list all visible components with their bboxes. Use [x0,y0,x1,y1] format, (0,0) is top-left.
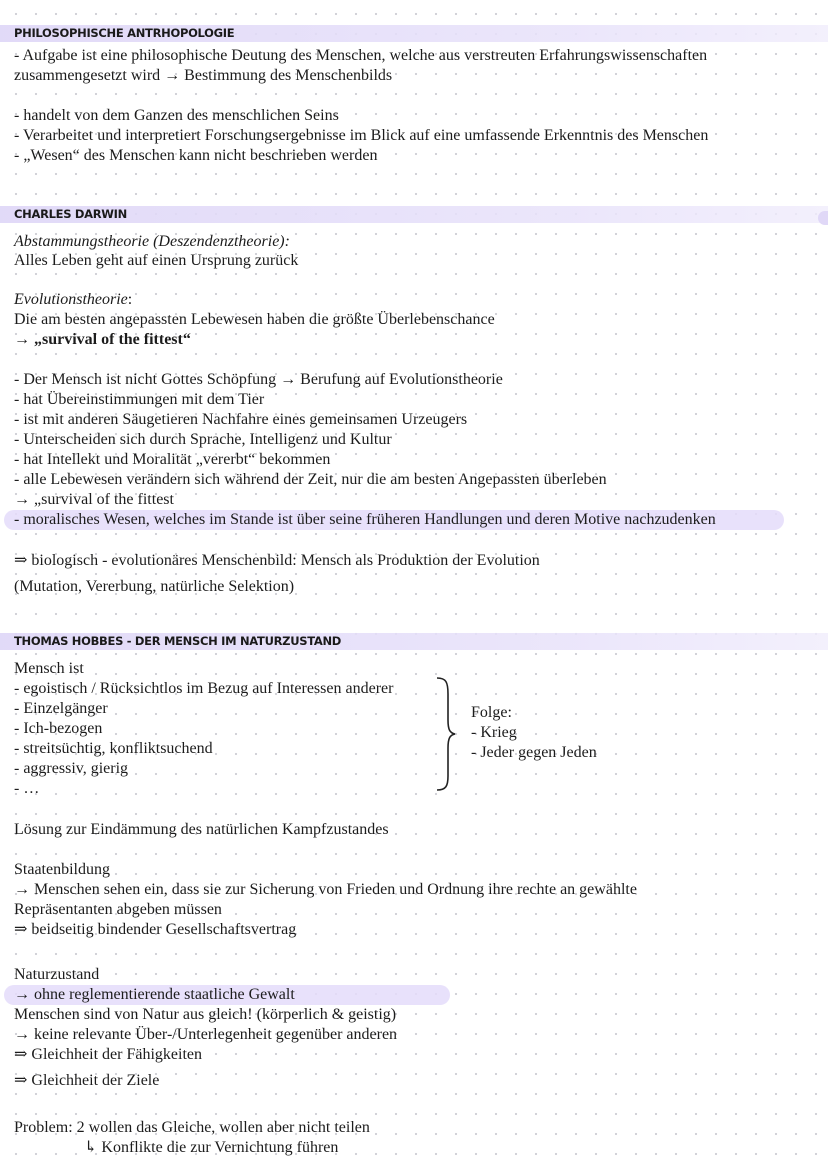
survival-line [14,330,191,350]
trait-item: - Einzelgänger [14,700,108,717]
darwin-bullet: - alle Lebewesen verändern sich während der Zeit, nur die am besten Angepassten überleben [14,471,607,488]
note-line: zusammengesetzt wird → Bestimmung des Menschenbilds [14,67,393,84]
trait-item: - egoistisch / Rücksichtlos im Bezug auf Interessen anderer [14,680,394,697]
heading-text: CHARLES DARWIN [14,207,127,221]
section-heading-darwin [0,206,828,223]
abstammung-text: Alles Leben geht auf einen Ursprung zurück [14,252,299,269]
note-line: - Aufgabe ist eine philosophische Deutung des Menschen, welche aus verstreuten Erfahrungswissenschaften [14,47,708,64]
trait-item: - Ich-bezogen [14,720,103,737]
darwin-bullet: - ist mit anderen Säugetieren Nachfahre eines gemeinsamen Urzeugers [14,411,468,428]
survival-bold: „survival of the fittest“ [34,331,191,348]
folge-item: - Krieg [471,724,517,741]
heading-text: THOMAS HOBBES - DER MENSCH IM NATURZUSTAND [14,634,342,648]
ziele-line: ⇒ Gleichheit der Ziele [14,1072,160,1089]
trait-item: - aggressiv, gierig [14,760,129,777]
naturzustand-line: Naturzustand [14,966,100,983]
trait-item: - … [14,780,40,797]
staatenbildung-line: Repräsentanten abgeben müssen [14,901,222,918]
darwin-bullet: - Unterscheiden sich durch Sprache, Intelligenz und Kultur [14,431,392,448]
heading-text: PHILOSOPHISCHE ANTRHOPOLOGIE [14,26,235,40]
folge-item: - Jeder gegen Jeden [471,744,597,761]
section-heading-anthropologie [0,25,828,42]
section-heading-hobbes [0,633,828,650]
mensch-ist: Mensch ist [14,660,84,677]
note-line: - „Wesen“ des Menschen kann nicht beschrieben werden [14,147,378,164]
staatenbildung-line: ⇒ beidseitig bindender Gesellschaftsvertrag [14,921,297,938]
highlight-end-mark [818,211,828,225]
darwin-bullet: - hat Übereinstimmungen mit dem Tier [14,391,265,408]
evolution-colon: : [127,291,133,308]
evolution-title: Evolutionstheorie [14,291,128,308]
abstammung-title: Abstammungstheorie (Deszendenztheorie): [14,233,290,250]
staatenbildung-line: Staatenbildung [14,861,110,878]
naturzustand-line: Menschen sind von Natur aus gleich! (körperlich & geistig) [14,1006,397,1023]
darwin-bullet: - hat Intellekt und Moralität „vererbt“ bekommen [14,451,331,468]
staatenbildung-line: → Menschen sehen ein, dass sie zur Sicherung von Frieden und Ordnung ihre rechte an gewählte [14,881,637,898]
naturzustand-line: → keine relevante Über-/Unterlegenheit gegenüber anderen [14,1026,398,1043]
right-brace-icon [432,676,462,792]
darwin-conclusion-detail: (Mutation, Vererbung, natürliche Selektion) [14,578,295,595]
trait-item: - streitsüchtig, konfliktsuchend [14,740,213,757]
problem-sub-line: ↳ Konflikte die zur Vernichtung führen [84,1139,339,1156]
naturzustand-line: ⇒ Gleichheit der Fähigkeiten [14,1046,203,1063]
evolution-text: Die am besten angepassten Lebewesen haben die größte Überlebenschance [14,311,495,328]
darwin-conclusion: ⇒ biologisch - evolutionäres Menschenbild: Mensch als Produktion der Evolution [14,552,540,569]
darwin-bullet: - Der Mensch ist nicht Gottes Schöpfung → Berufung auf Evolutionstheorie [14,371,503,388]
darwin-bullet: → „survival of the fittest [14,491,174,508]
problem-line: Problem: 2 wollen das Gleiche, wollen aber nicht teilen [14,1119,370,1136]
folge-title: Folge: [471,704,512,721]
evolution-title-line [14,290,132,310]
darwin-bullet: - moralisches Wesen, welches im Stande ist über seine früheren Handlungen und deren Motive nachzudenken [14,511,716,528]
naturzustand-line: → ohne reglementierende staatliche Gewalt [14,986,295,1003]
note-line: - handelt von dem Ganzen des menschlichen Seins [14,107,339,124]
arrow-glyph: → [14,331,34,348]
loesung-line: Lösung zur Eindämmung des natürlichen Kampfzustandes [14,821,389,838]
note-line: - Verarbeitet und interpretiert Forschungsergebnisse im Blick auf eine umfassende Erkenntnis des Menschen [14,127,709,144]
